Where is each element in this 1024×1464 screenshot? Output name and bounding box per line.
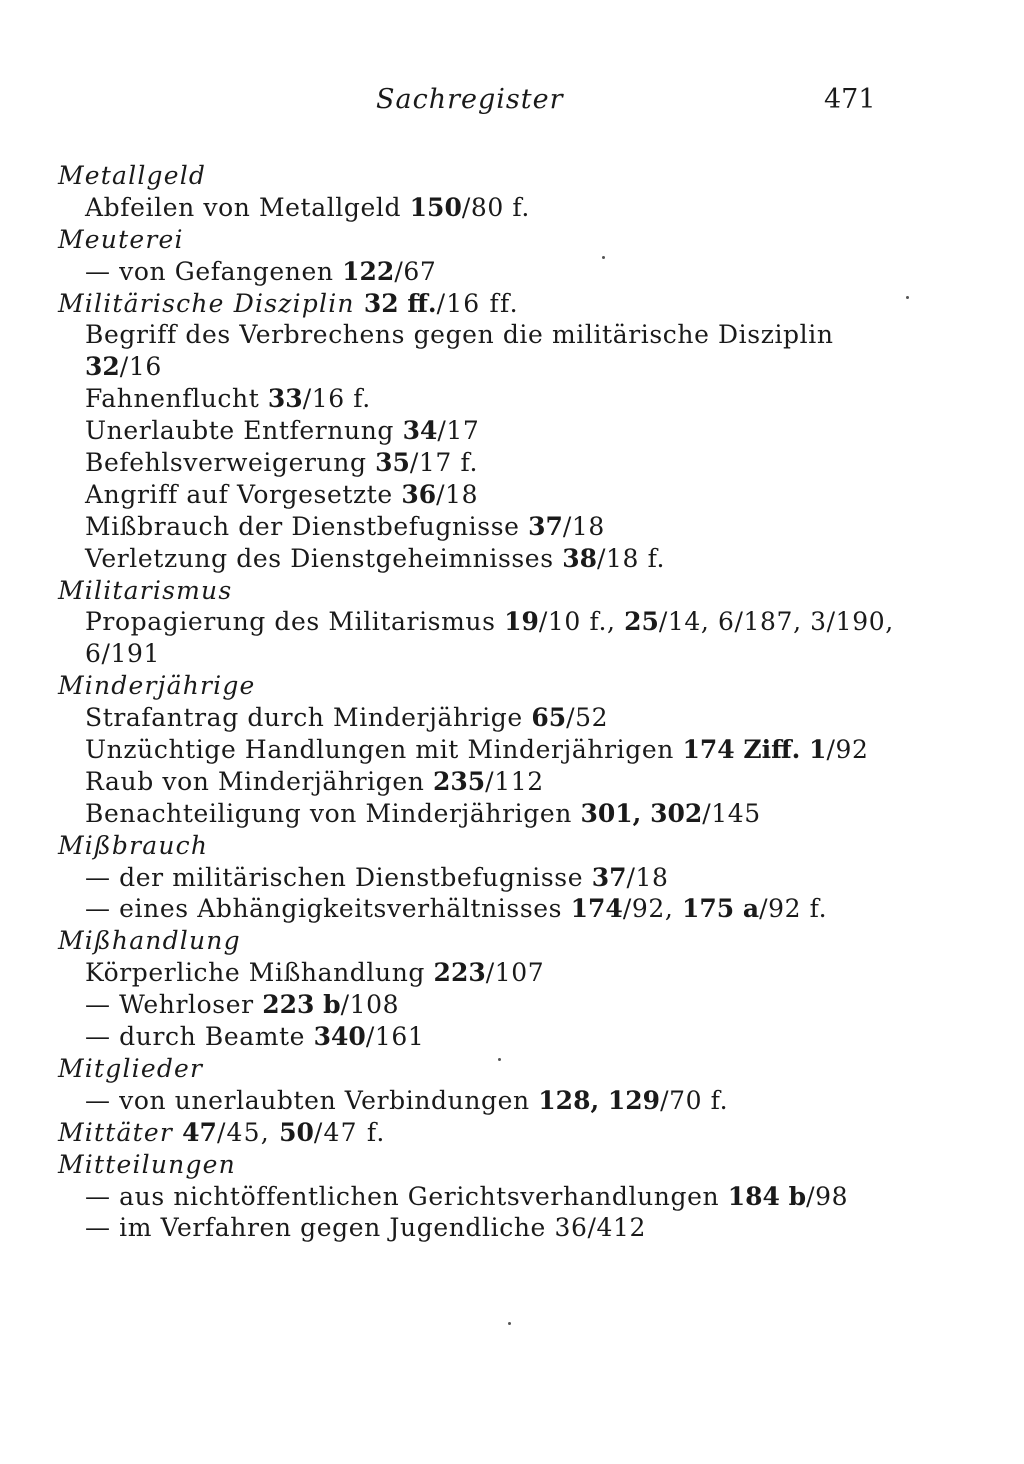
entry-text: /18 — [562, 511, 605, 541]
index-subentry — [58, 638, 938, 670]
section-number: 32 — [85, 352, 120, 382]
entry-text: /18 f. — [596, 543, 666, 573]
section-number: 35 — [375, 448, 410, 478]
entry-text: Raub von Minderjährigen — [85, 766, 433, 796]
heading-references — [173, 1118, 386, 1147]
section-number: 128, 129 — [538, 1085, 661, 1115]
index-subentry — [58, 798, 938, 830]
entry-text: /16 ff. — [436, 288, 519, 318]
entry-text: /45, — [216, 1117, 280, 1147]
entry-text: /92 f. — [759, 894, 828, 924]
entry-text: — durch Beamte — [85, 1022, 314, 1052]
entry-text: /16 — [119, 352, 162, 382]
heading-text: Militärische Disziplin — [58, 288, 355, 318]
index-subentry — [58, 702, 938, 734]
entry-text — [173, 1118, 182, 1147]
index-heading — [58, 830, 938, 862]
index-subentry — [58, 479, 938, 511]
entry-text: Körperliche Mißhandlung — [85, 958, 434, 988]
entry-text: — eines Abhängigkeitsverhältnisses — [85, 894, 571, 924]
entry-text: /17 — [437, 416, 480, 446]
section-number: 175 a — [681, 894, 760, 924]
entry-text: — von unerlaubten Verbindungen — [85, 1085, 539, 1115]
print-speck — [508, 1322, 511, 1325]
entry-text: Propagierung des Militarismus — [85, 607, 505, 637]
print-speck — [906, 296, 909, 299]
index-subentry — [58, 192, 938, 224]
section-number: 33 — [267, 384, 303, 414]
section-number: 122 — [342, 256, 395, 286]
section-number: 223 b — [262, 990, 341, 1020]
entry-text: Mißbrauch der Dienstbefugnisse — [85, 511, 529, 541]
section-number: 340 — [313, 1022, 366, 1052]
index-subentry — [58, 511, 938, 543]
entry-text: Abfeilen von Metallgeld — [85, 192, 410, 222]
entry-text: /112 — [485, 766, 544, 796]
heading-text: Mißbrauch — [58, 830, 209, 860]
entry-text: /14, 6/187, 3/190, — [658, 607, 894, 637]
index-heading — [58, 1149, 938, 1181]
entry-text: Angriff auf Vorgesetzte — [85, 479, 402, 509]
section-number: 47 — [182, 1117, 217, 1147]
index-subentry — [58, 1181, 938, 1213]
index-subentry — [58, 383, 938, 415]
index-subentry — [58, 1085, 938, 1117]
section-number: 32 ff. — [363, 288, 437, 318]
index-heading — [58, 160, 938, 192]
entry-text: /92 — [826, 735, 869, 765]
entry-text: Begriff des Verbrechens gegen die militärische Disziplin — [85, 320, 834, 350]
index-subentry — [58, 319, 938, 351]
index-subentry — [58, 351, 938, 383]
entry-text: /92, — [622, 894, 682, 924]
entry-text: Fahnenflucht — [85, 384, 268, 414]
running-head: Sachregister — [376, 84, 564, 115]
section-number: 150 — [409, 192, 462, 222]
entry-text: /108 — [340, 990, 400, 1020]
entry-text: /10 f., — [538, 607, 625, 637]
entry-text: — Wehrloser — [85, 990, 263, 1020]
section-number: 38 — [562, 543, 597, 573]
section-number: 25 — [624, 607, 659, 637]
entry-text: /52 — [566, 703, 609, 733]
entry-text: /70 f. — [660, 1085, 729, 1115]
section-number: 174 Ziff. 1 — [682, 735, 827, 765]
entry-text: Unerlaubte Entfernung — [85, 416, 403, 446]
entry-text: — der militärischen Dienstbefugnisse — [85, 862, 592, 892]
index-heading — [58, 670, 938, 702]
entry-text: Benachteiligung von Minderjährigen — [85, 798, 581, 828]
entry-text — [355, 289, 364, 318]
entry-text: /18 — [436, 479, 479, 509]
entry-text: /98 — [806, 1181, 849, 1211]
entry-text: /18 — [626, 862, 669, 892]
index-heading — [58, 288, 938, 320]
entry-text: Verletzung des Dienstgeheimnisses — [85, 543, 563, 573]
entry-text: Befehlsverweigerung — [85, 448, 376, 478]
section-number: 34 — [402, 416, 438, 446]
index-heading — [58, 1117, 938, 1149]
entry-text: /47 f. — [313, 1117, 386, 1147]
section-number: 223 — [433, 958, 486, 988]
heading-text: Militarismus — [58, 575, 233, 605]
section-number: 50 — [279, 1117, 314, 1147]
print-speck — [602, 256, 605, 259]
entry-text: /161 — [365, 1022, 425, 1052]
index-subentry — [58, 1212, 938, 1244]
page-number: 471 — [824, 84, 876, 115]
index-heading — [58, 575, 938, 607]
entry-text: /17 f. — [409, 448, 478, 478]
index-subentry — [58, 957, 938, 989]
entry-text: /67 — [394, 256, 437, 286]
section-number: 184 b — [727, 1181, 807, 1211]
index-subentry — [58, 543, 938, 575]
index-subentry — [58, 893, 938, 925]
heading-text: Meuterei — [58, 224, 184, 254]
heading-text: Mittäter — [58, 1117, 173, 1147]
entry-text: 6/191 — [85, 639, 161, 669]
index-heading — [58, 925, 938, 957]
index-subentry — [58, 1021, 938, 1053]
section-number: 235 — [432, 766, 486, 796]
index-heading — [58, 224, 938, 256]
section-number: 65 — [531, 703, 567, 733]
section-number: 19 — [504, 607, 539, 637]
entry-text: Unzüchtige Handlungen mit Minderjährigen — [85, 735, 683, 765]
index-subentry — [58, 766, 938, 798]
section-number: 37 — [591, 862, 627, 892]
section-number: 174 — [570, 894, 623, 924]
index-subentry — [58, 989, 938, 1021]
index-subentry — [58, 256, 938, 288]
heading-references — [355, 289, 519, 318]
entry-text: /80 f. — [461, 192, 530, 222]
entry-text: Strafantrag durch Minderjährige — [85, 703, 532, 733]
index-subentry — [58, 415, 938, 447]
heading-text: Mitglieder — [58, 1053, 204, 1083]
entry-text: /145 — [702, 798, 761, 828]
heading-text: Minderjährige — [58, 671, 256, 701]
entry-text: — aus nichtöffentlichen Gerichtsverhandlungen — [85, 1181, 728, 1211]
heading-text: Metallgeld — [58, 161, 207, 190]
entry-text: /107 — [485, 958, 545, 988]
entry-text: /16 f. — [302, 384, 371, 414]
index-subentry — [58, 447, 938, 479]
print-speck — [498, 1058, 501, 1061]
heading-text: Mitteilungen — [58, 1149, 236, 1179]
heading-text: Mißhandlung — [58, 926, 241, 956]
subject-index — [58, 160, 938, 1244]
index-subentry — [58, 606, 938, 638]
entry-text: — von Gefangenen — [85, 256, 343, 286]
section-number: 37 — [528, 511, 563, 541]
section-number: 36 — [401, 479, 437, 509]
index-subentry — [58, 734, 938, 766]
section-number: 301, 302 — [580, 798, 703, 828]
entry-text: — im Verfahren gegen Jugendliche 36/412 — [85, 1213, 647, 1243]
index-subentry — [58, 862, 938, 894]
